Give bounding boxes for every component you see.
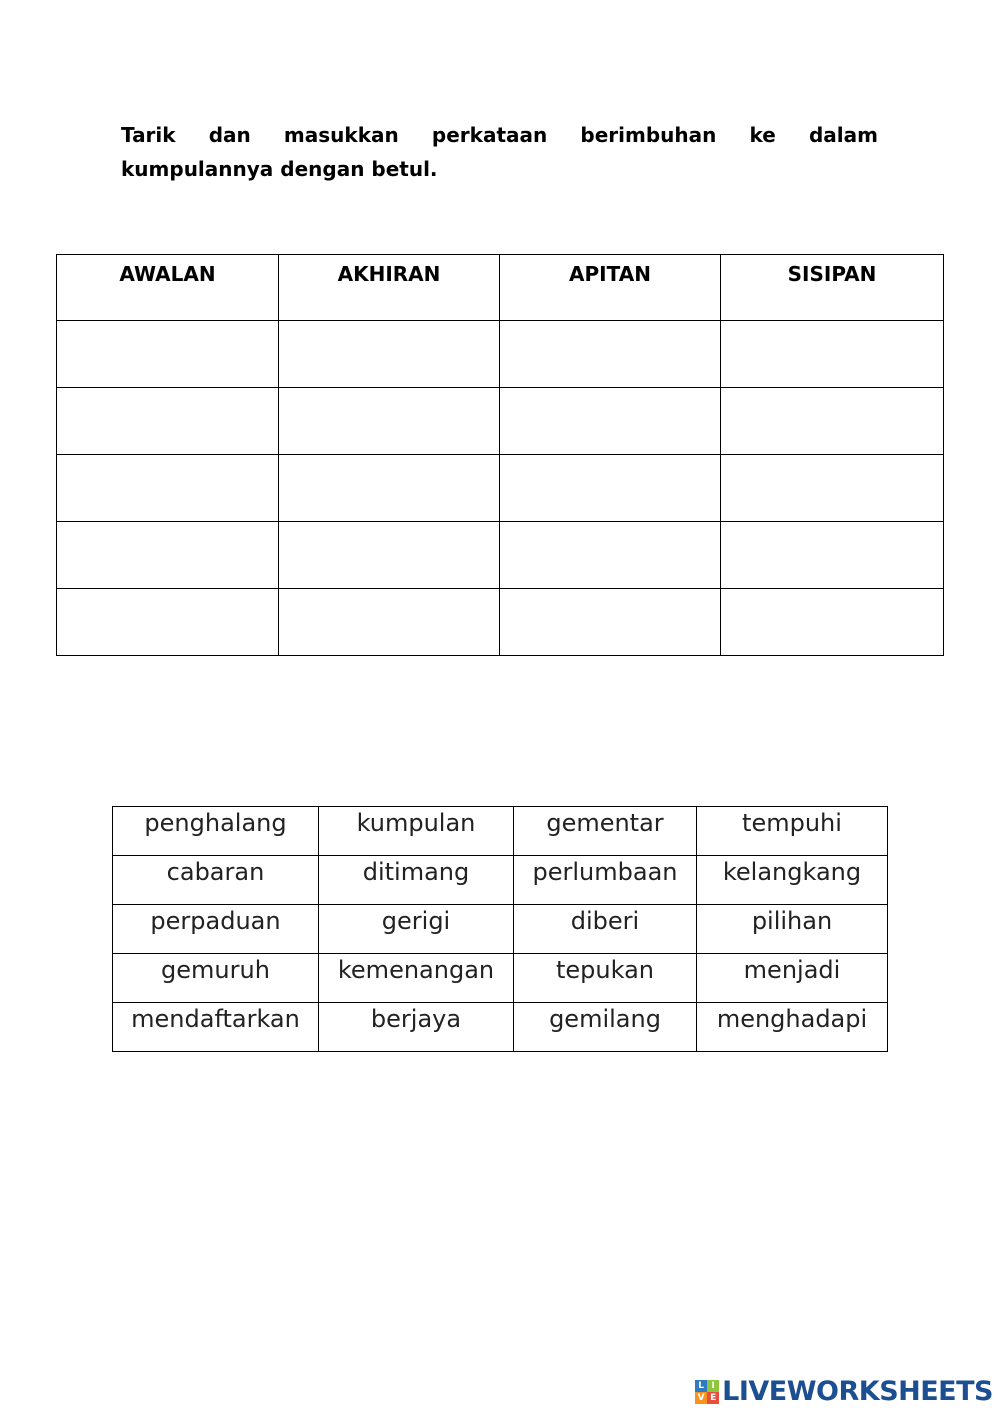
drop-zone-awalan[interactable] bbox=[57, 388, 279, 455]
word-bank-row bbox=[113, 1003, 888, 1052]
liveworksheets-watermark bbox=[695, 1376, 993, 1407]
drop-zone-apitan[interactable] bbox=[500, 388, 721, 455]
word-tile[interactable]: gerigi bbox=[319, 905, 514, 954]
drop-zone-sisipan[interactable] bbox=[721, 388, 944, 455]
drop-row bbox=[57, 455, 944, 522]
word-tile[interactable]: gemilang bbox=[514, 1003, 697, 1052]
drop-row bbox=[57, 589, 944, 656]
logo-letter: V bbox=[695, 1392, 707, 1404]
drop-zone-awalan[interactable] bbox=[57, 522, 279, 589]
word-tile[interactable]: menghadapi bbox=[697, 1003, 888, 1052]
brand-name: LIVEWORKSHEETS bbox=[722, 1376, 993, 1407]
word-tile[interactable]: cabaran bbox=[113, 856, 319, 905]
drop-row bbox=[57, 321, 944, 388]
word-tile[interactable]: diberi bbox=[514, 905, 697, 954]
sorting-table bbox=[56, 254, 944, 656]
word-tile[interactable]: penghalang bbox=[113, 807, 319, 856]
sorting-header-row bbox=[57, 255, 944, 321]
word-bank-row bbox=[113, 856, 888, 905]
header-sisipan: SISIPAN bbox=[721, 255, 944, 321]
header-akhiran: AKHIRAN bbox=[279, 255, 500, 321]
drop-zone-apitan[interactable] bbox=[500, 589, 721, 656]
drop-zone-akhiran[interactable] bbox=[279, 388, 500, 455]
instruction-text: Tarik dan masukkan perkataan berimbuhan ke dalam kumpulannya dengan betul. bbox=[121, 123, 878, 181]
word-tile[interactable]: kemenangan bbox=[319, 954, 514, 1003]
word-bank-row bbox=[113, 954, 888, 1003]
word-tile[interactable]: tempuhi bbox=[697, 807, 888, 856]
word-tile[interactable]: berjaya bbox=[319, 1003, 514, 1052]
word-bank-row bbox=[113, 807, 888, 856]
drop-zone-apitan[interactable] bbox=[500, 455, 721, 522]
drop-zone-sisipan[interactable] bbox=[721, 522, 944, 589]
drop-zone-awalan[interactable] bbox=[57, 589, 279, 656]
header-apitan: APITAN bbox=[500, 255, 721, 321]
drop-zone-apitan[interactable] bbox=[500, 321, 721, 388]
word-tile[interactable]: kumpulan bbox=[319, 807, 514, 856]
drop-row bbox=[57, 522, 944, 589]
drop-zone-sisipan[interactable] bbox=[721, 321, 944, 388]
word-tile[interactable]: pilihan bbox=[697, 905, 888, 954]
logo-letter: L bbox=[695, 1380, 707, 1392]
drop-zone-akhiran[interactable] bbox=[279, 589, 500, 656]
word-tile[interactable]: gementar bbox=[514, 807, 697, 856]
word-tile[interactable]: tepukan bbox=[514, 954, 697, 1003]
word-tile[interactable]: menjadi bbox=[697, 954, 888, 1003]
word-bank-table bbox=[112, 806, 888, 1052]
drop-zone-sisipan[interactable] bbox=[721, 589, 944, 656]
drop-zone-akhiran[interactable] bbox=[279, 522, 500, 589]
liveworksheets-logo-icon bbox=[695, 1380, 719, 1404]
header-awalan: AWALAN bbox=[57, 255, 279, 321]
logo-letter: I bbox=[707, 1380, 719, 1392]
word-tile[interactable]: gemuruh bbox=[113, 954, 319, 1003]
drop-row bbox=[57, 388, 944, 455]
drop-zone-akhiran[interactable] bbox=[279, 321, 500, 388]
drop-zone-akhiran[interactable] bbox=[279, 455, 500, 522]
word-bank-row bbox=[113, 905, 888, 954]
word-tile[interactable]: ditimang bbox=[319, 856, 514, 905]
word-tile[interactable]: mendaftarkan bbox=[113, 1003, 319, 1052]
drop-zone-awalan[interactable] bbox=[57, 455, 279, 522]
drop-zone-apitan[interactable] bbox=[500, 522, 721, 589]
word-tile[interactable]: kelangkang bbox=[697, 856, 888, 905]
word-tile[interactable]: perpaduan bbox=[113, 905, 319, 954]
logo-letter: E bbox=[707, 1392, 719, 1404]
drop-zone-awalan[interactable] bbox=[57, 321, 279, 388]
word-tile[interactable]: perlumbaan bbox=[514, 856, 697, 905]
drop-zone-sisipan[interactable] bbox=[721, 455, 944, 522]
